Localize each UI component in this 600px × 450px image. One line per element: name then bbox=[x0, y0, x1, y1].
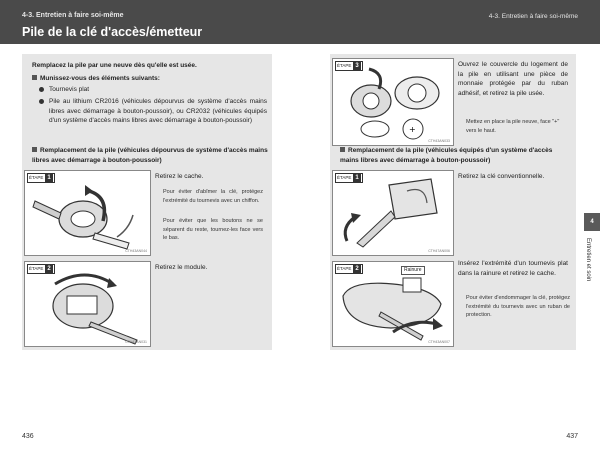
figure-code: CTH43AN044 bbox=[125, 249, 147, 253]
section-heading-smart-key: Remplacement de la pile (véhicules équipés d'un système d'accès mains libres avec démarrage à bouton-poussoir) bbox=[340, 147, 553, 164]
key-cover-removal-drawing bbox=[25, 171, 150, 255]
step-badge: ÉTAPE 1 bbox=[27, 173, 55, 183]
intro-text: Remplacez la pile par une neuve dès qu'elle est usée. bbox=[32, 62, 197, 69]
section-heading-left: 4-3. Entretien à faire soi-même bbox=[22, 12, 124, 19]
smart-key-step2-instruction: Insérez l'extrémité d'un tournevis plat dans la rainure et retirez le cache. bbox=[458, 260, 568, 277]
battery-cover-drawing bbox=[333, 59, 453, 145]
step-badge: ÉTAPE 2 bbox=[335, 264, 363, 274]
key-extraction-drawing bbox=[333, 171, 453, 255]
step1-note-1: Pour éviter d'abîmer la clé, protégez l'extrémité du tournevis avec un chiffon. bbox=[163, 189, 263, 204]
figure-code: CTH47AN006 bbox=[428, 249, 450, 253]
step3-illustration bbox=[332, 58, 454, 146]
step2-instruction: Retirez le module. bbox=[155, 264, 208, 271]
step1-note-2: Pour éviter que les boutons ne se séparent du reste, tournez-les face vers le bas. bbox=[163, 218, 263, 241]
section-heading-right: 4-3. Entretien à faire soi-même bbox=[488, 13, 578, 20]
left-content-panel bbox=[22, 54, 272, 350]
list-item: Pile au lithium CR2016 (véhicules dépourvus de système d'accès mains libres avec démarrage à bouton-poussoir), ou CR2032 (véhicules équipés d'un système d'accès mains libres avec démarrage à bouton-poussoir) bbox=[49, 97, 267, 126]
page-number-left: 436 bbox=[22, 433, 34, 440]
step3-instruction: Ouvrez le couvercle du logement de la pile en utilisant une pièce de monnaie protégée par du ruban adhésif, et retirez la pile usée. bbox=[458, 61, 568, 97]
cover-removal-drawing bbox=[333, 262, 453, 346]
groove-callout: Rainure bbox=[401, 266, 425, 275]
figure-code: CTH43AN031 bbox=[125, 340, 147, 344]
bullet-icon bbox=[39, 99, 44, 104]
list-item: Tournevis plat bbox=[49, 85, 264, 95]
page-header bbox=[0, 0, 600, 44]
step-badge: ÉTAPE 2 bbox=[27, 264, 55, 274]
chapter-tab[interactable]: 4 bbox=[584, 213, 600, 231]
bullet-icon bbox=[39, 87, 44, 92]
svg-text:+: + bbox=[409, 125, 416, 134]
step-badge: ÉTAPE 1 bbox=[335, 173, 363, 183]
square-bullet-icon bbox=[32, 75, 37, 80]
figure-code: CTH43AN007 bbox=[428, 340, 450, 344]
step2-illustration bbox=[24, 261, 151, 347]
smart-key-step1-illustration bbox=[332, 170, 454, 256]
section-heading-tools: Munissez-vous des éléments suivants: bbox=[32, 74, 262, 84]
step1-instruction: Retirez le cache. bbox=[155, 173, 204, 180]
section-heading-standard-key: Remplacement de la pile (véhicules dépourvus de système d'accès mains libres avec démarrage à bouton-poussoir) bbox=[32, 147, 268, 164]
step3-note: Mettez en place la pile neuve, face "+" vers le haut. bbox=[466, 119, 560, 134]
module-removal-drawing bbox=[25, 262, 150, 346]
chapter-label: Entretien et soin bbox=[585, 238, 591, 282]
smart-key-step1-instruction: Retirez la clé conventionnelle. bbox=[458, 173, 545, 180]
right-content-panel bbox=[330, 54, 576, 350]
page-number-right: 437 bbox=[566, 433, 578, 440]
step-badge: ÉTAPE 3 bbox=[335, 61, 363, 71]
square-bullet-icon bbox=[32, 147, 37, 152]
square-bullet-icon bbox=[340, 147, 345, 152]
page-title: Pile de la clé d'accès/émetteur bbox=[22, 25, 203, 39]
smart-key-step2-note: Pour éviter d'endommager la clé, protégez l'extrémité du tournevis avec un ruban de protection. bbox=[466, 295, 570, 318]
step1-illustration bbox=[24, 170, 151, 256]
smart-key-step2-illustration bbox=[332, 261, 454, 347]
figure-code: CTH43AN033 bbox=[428, 139, 450, 143]
